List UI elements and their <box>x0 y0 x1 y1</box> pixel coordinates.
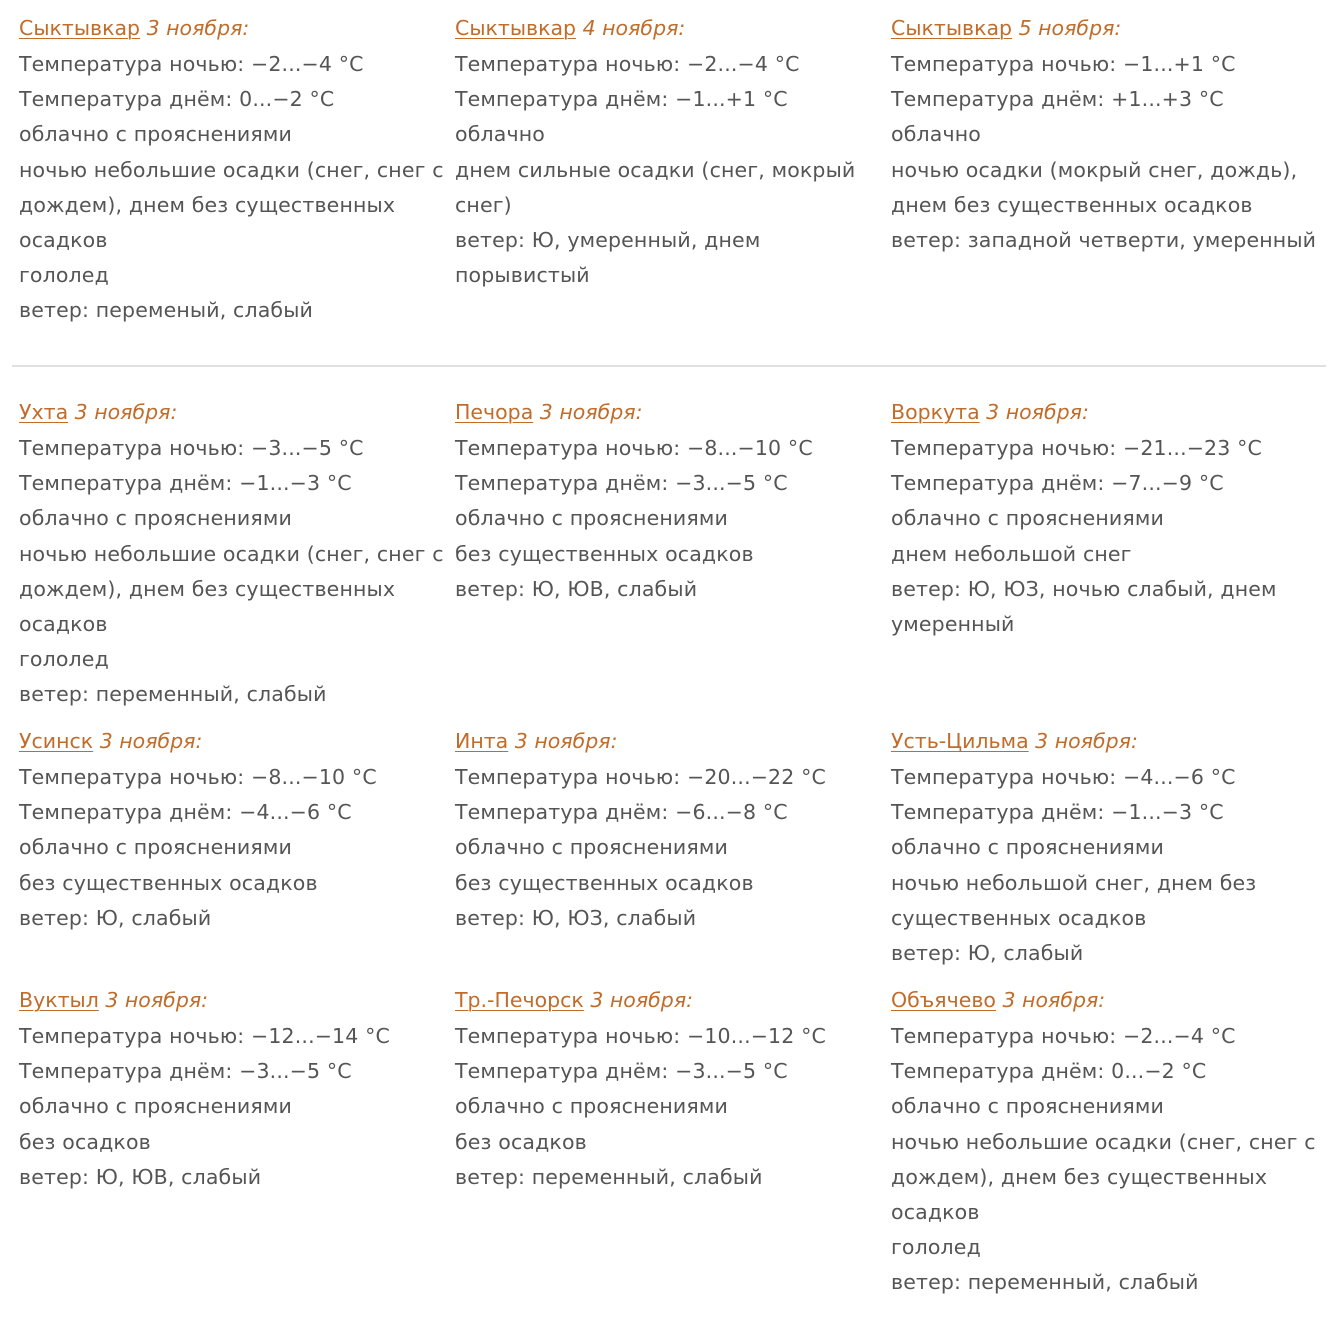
wind: ветер: переменный, слабый <box>891 1270 1199 1295</box>
precipitation: ночью небольшие осадки (снег, снег с дождем), днем без существенных осадков <box>891 1129 1316 1225</box>
cloudiness: облачно с прояснениями <box>891 1094 1164 1119</box>
forecast-date: 3 ноября: <box>99 729 203 753</box>
day-temperature: Температура днём: −7...−9 °C <box>891 471 1224 496</box>
precipitation: без существенных осадков <box>455 541 754 566</box>
forecast-heading <box>19 396 449 428</box>
precipitation: ночью небольшие осадки (снег, снег с дождем), днем без существенных осадков <box>19 157 444 253</box>
warning: гололед <box>19 263 109 288</box>
forecast-card <box>19 725 449 936</box>
forecast-heading <box>891 725 1321 757</box>
night-temperature: Температура ночью: −4...−6 °C <box>891 765 1236 789</box>
cloudiness: облачно с прояснениями <box>891 835 1164 860</box>
forecast-heading <box>19 725 449 757</box>
day-temperature: Температура днём: −3...−5 °C <box>455 471 788 496</box>
city-link[interactable]: Вуктыл <box>19 988 99 1012</box>
cloudiness: облачно с прояснениями <box>19 506 292 531</box>
city-link[interactable]: Сыктывкар <box>891 16 1013 40</box>
forecast-card <box>455 984 885 1195</box>
city-link[interactable]: Усть-Цильма <box>891 729 1029 753</box>
night-temperature: Температура ночью: −3...−5 °C <box>19 436 364 460</box>
wind: ветер: Ю, слабый <box>19 905 212 930</box>
day-temperature: Температура днём: −1...+1 °C <box>455 87 788 112</box>
precipitation: без осадков <box>455 1129 587 1154</box>
forecast-card <box>19 12 449 329</box>
forecast-card <box>19 396 449 713</box>
night-temperature: Температура ночью: −10...−12 °C <box>455 1024 826 1048</box>
forecast-heading <box>19 12 449 44</box>
forecast-card <box>455 396 885 607</box>
forecast-heading <box>19 984 449 1016</box>
precipitation: ночью осадки (мокрый снег, дождь), днем без существенных осадков <box>891 157 1298 217</box>
forecast-card <box>455 725 885 936</box>
cloudiness: облачно с прояснениями <box>455 506 728 531</box>
forecast-date: 3 ноября: <box>514 729 618 753</box>
city-link[interactable]: Тр.-Печорск <box>455 988 584 1012</box>
night-temperature: Температура ночью: −20...−22 °C <box>455 765 826 789</box>
forecast-date: 3 ноября: <box>1002 988 1106 1012</box>
forecast-date: 3 ноября: <box>590 988 694 1012</box>
day-temperature: Температура днём: +1...+3 °C <box>891 87 1224 112</box>
forecast-card <box>19 984 449 1195</box>
city-link[interactable]: Сыктывкар <box>455 16 577 40</box>
city-link[interactable]: Инта <box>455 729 509 753</box>
day-temperature: Температура днём: −4...−6 °C <box>19 800 352 825</box>
wind: ветер: Ю, ЮЗ, слабый <box>455 905 697 930</box>
day-temperature: Температура днём: −3...−5 °C <box>19 1059 352 1084</box>
night-temperature: Температура ночью: −12...−14 °C <box>19 1024 390 1048</box>
forecast-date: 3 ноября: <box>74 400 178 424</box>
forecast-date: 5 ноября: <box>1018 16 1122 40</box>
forecast-date: 3 ноября: <box>146 16 250 40</box>
night-temperature: Температура ночью: −2...−4 °C <box>891 1024 1236 1048</box>
forecast-heading <box>455 984 885 1016</box>
forecast-date: 3 ноября: <box>1035 729 1138 753</box>
precipitation: ночью небольшой снег, днем без существенных осадков <box>891 870 1257 930</box>
precipitation: днем сильные осадки (снег, мокрый снег) <box>455 157 856 217</box>
cloudiness: облачно с прояснениями <box>19 122 292 147</box>
forecast-heading <box>455 396 885 428</box>
wind: ветер: Ю, умеренный, днем порывистый <box>455 228 761 288</box>
wind: ветер: Ю, ЮВ, слабый <box>455 576 698 601</box>
forecast-heading <box>455 725 885 757</box>
forecast-card <box>891 12 1321 258</box>
city-link[interactable]: Ухта <box>19 400 69 424</box>
wind: ветер: Ю, слабый <box>891 941 1084 966</box>
night-temperature: Температура ночью: −2...−4 °C <box>19 52 364 76</box>
day-temperature: Температура днём: −1...−3 °C <box>891 800 1224 825</box>
warning: гололед <box>19 647 109 672</box>
forecast-date: 3 ноября: <box>539 400 643 424</box>
cloudiness: облачно с прояснениями <box>455 1094 728 1119</box>
forecast-card <box>455 12 885 293</box>
precipitation: ночью небольшие осадки (снег, снег с дождем), днем без существенных осадков <box>19 541 444 637</box>
night-temperature: Температура ночью: −8...−10 °C <box>455 436 813 460</box>
precipitation: без существенных осадков <box>455 870 754 895</box>
cloudiness: облачно с прояснениями <box>891 506 1164 531</box>
forecast-heading <box>891 396 1321 428</box>
forecast-heading <box>891 984 1321 1016</box>
forecast-date: 4 ноября: <box>582 16 686 40</box>
forecast-heading <box>891 12 1321 44</box>
night-temperature: Температура ночью: −8...−10 °C <box>19 765 377 789</box>
wind: ветер: Ю, ЮЗ, ночью слабый, днем умеренный <box>891 576 1277 637</box>
precipitation: без осадков <box>19 1129 151 1154</box>
city-link[interactable]: Печора <box>455 400 534 424</box>
day-temperature: Температура днём: 0...−2 °C <box>891 1059 1207 1084</box>
day-temperature: Температура днём: −1...−3 °C <box>19 471 352 496</box>
day-temperature: Температура днём: −3...−5 °C <box>455 1059 788 1084</box>
precipitation: днем небольшой снег <box>891 541 1132 566</box>
cloudiness: облачно с прояснениями <box>19 1094 292 1119</box>
day-temperature: Температура днём: −6...−8 °C <box>455 800 788 825</box>
cloudiness: облачно <box>455 122 545 147</box>
precipitation: без существенных осадков <box>19 870 318 895</box>
forecast-date: 3 ноября: <box>986 400 1089 424</box>
wind: ветер: переменый, слабый <box>19 298 314 323</box>
forecast-card <box>891 984 1321 1301</box>
forecast-heading <box>455 12 885 44</box>
city-link[interactable]: Сыктывкар <box>19 16 141 40</box>
day-temperature: Температура днём: 0...−2 °C <box>19 87 335 112</box>
night-temperature: Температура ночью: −21...−23 °C <box>891 436 1262 460</box>
night-temperature: Температура ночью: −1...+1 °C <box>891 52 1236 76</box>
forecast-card <box>891 396 1321 642</box>
section-divider <box>12 365 1326 367</box>
wind: ветер: переменный, слабый <box>455 1164 763 1189</box>
city-link[interactable]: Объячево <box>891 988 996 1012</box>
wind: ветер: Ю, ЮВ, слабый <box>19 1164 262 1189</box>
wind: ветер: западной четверти, умеренный <box>891 228 1317 253</box>
city-link[interactable]: Усинск <box>19 729 94 753</box>
warning: гололед <box>891 1235 981 1260</box>
forecast-card <box>891 725 1321 971</box>
cloudiness: облачно с прояснениями <box>19 835 292 860</box>
cloudiness: облачно с прояснениями <box>455 835 728 860</box>
cloudiness: облачно <box>891 122 981 147</box>
night-temperature: Температура ночью: −2...−4 °C <box>455 52 800 76</box>
city-link[interactable]: Воркута <box>891 400 980 424</box>
forecast-date: 3 ноября: <box>105 988 209 1012</box>
wind: ветер: переменный, слабый <box>19 682 327 707</box>
